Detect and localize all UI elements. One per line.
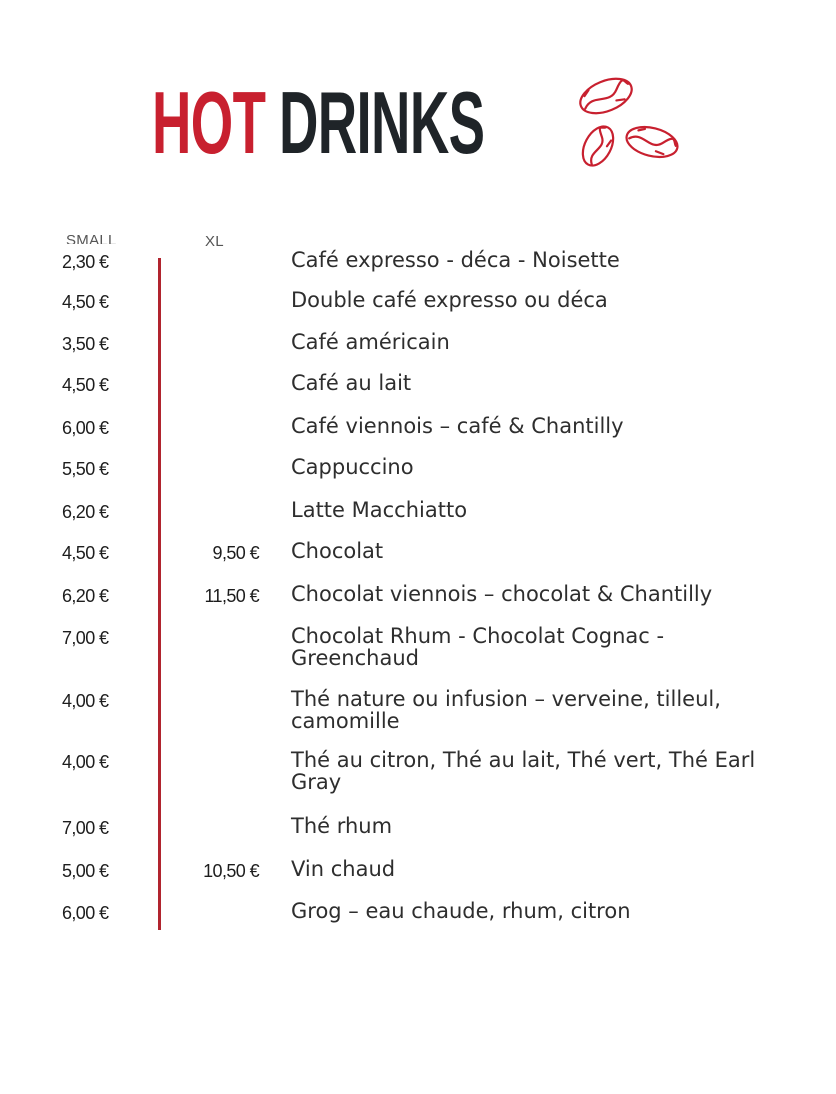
price-small: 6,00 €: [62, 903, 109, 923]
item-name: Chocolat: [291, 539, 384, 563]
price-small: 4,00 €: [62, 691, 109, 711]
price-small: 7,00 €: [62, 628, 109, 648]
item-name: Chocolat viennois – chocolat & Chantilly: [291, 582, 713, 606]
item-name: Chocolat Rhum - Chocolat Cognac - Greenchaud: [291, 624, 665, 670]
price-small: 7,00 €: [62, 818, 109, 838]
column-divider: [158, 258, 161, 930]
price-xl: 10,50 €: [203, 861, 259, 881]
title-drinks: DRINKS: [278, 73, 485, 172]
page-title: [152, 73, 485, 172]
item-name: Café américain: [291, 330, 450, 354]
price-small: 5,00 €: [62, 861, 109, 881]
price-small: 2,30 €: [62, 252, 109, 272]
price-small: 5,50 €: [62, 459, 109, 479]
price-small: 4,50 €: [62, 292, 109, 312]
item-name: Café au lait: [291, 371, 412, 395]
column-header-small: SMALL: [66, 232, 117, 244]
item-name: Thé au citron, Thé au lait, Thé vert, Thé Earl Gray: [291, 748, 756, 794]
price-small: 4,00 €: [62, 752, 109, 772]
title-hot: HOT: [152, 73, 266, 172]
coffee-beans-icon: [568, 72, 684, 172]
price-small: 4,50 €: [62, 543, 109, 563]
item-name: Thé rhum: [291, 814, 393, 838]
item-name: Thé nature ou infusion – verveine, tilleul, camomille: [291, 687, 721, 733]
item-name: Café expresso - déca - Noisette: [291, 248, 620, 272]
price-small: 3,50 €: [62, 334, 109, 354]
price-small: 6,00 €: [62, 418, 109, 438]
item-name: Double café expresso ou déca: [291, 288, 608, 312]
item-name: Latte Macchiatto: [291, 498, 468, 522]
price-small: 6,20 €: [62, 586, 109, 606]
item-name: Grog – eau chaude, rhum, citron: [291, 899, 631, 923]
item-name: Café viennois – café & Chantilly: [291, 414, 624, 438]
price-xl: 11,50 €: [204, 586, 259, 606]
price-small: 6,20 €: [62, 502, 109, 522]
column-header-xl: XL: [205, 233, 224, 250]
item-name: Vin chaud: [291, 857, 396, 881]
price-small: 4,50 €: [62, 375, 109, 395]
price-xl: 9,50 €: [212, 543, 259, 563]
item-name: Cappuccino: [291, 455, 414, 479]
